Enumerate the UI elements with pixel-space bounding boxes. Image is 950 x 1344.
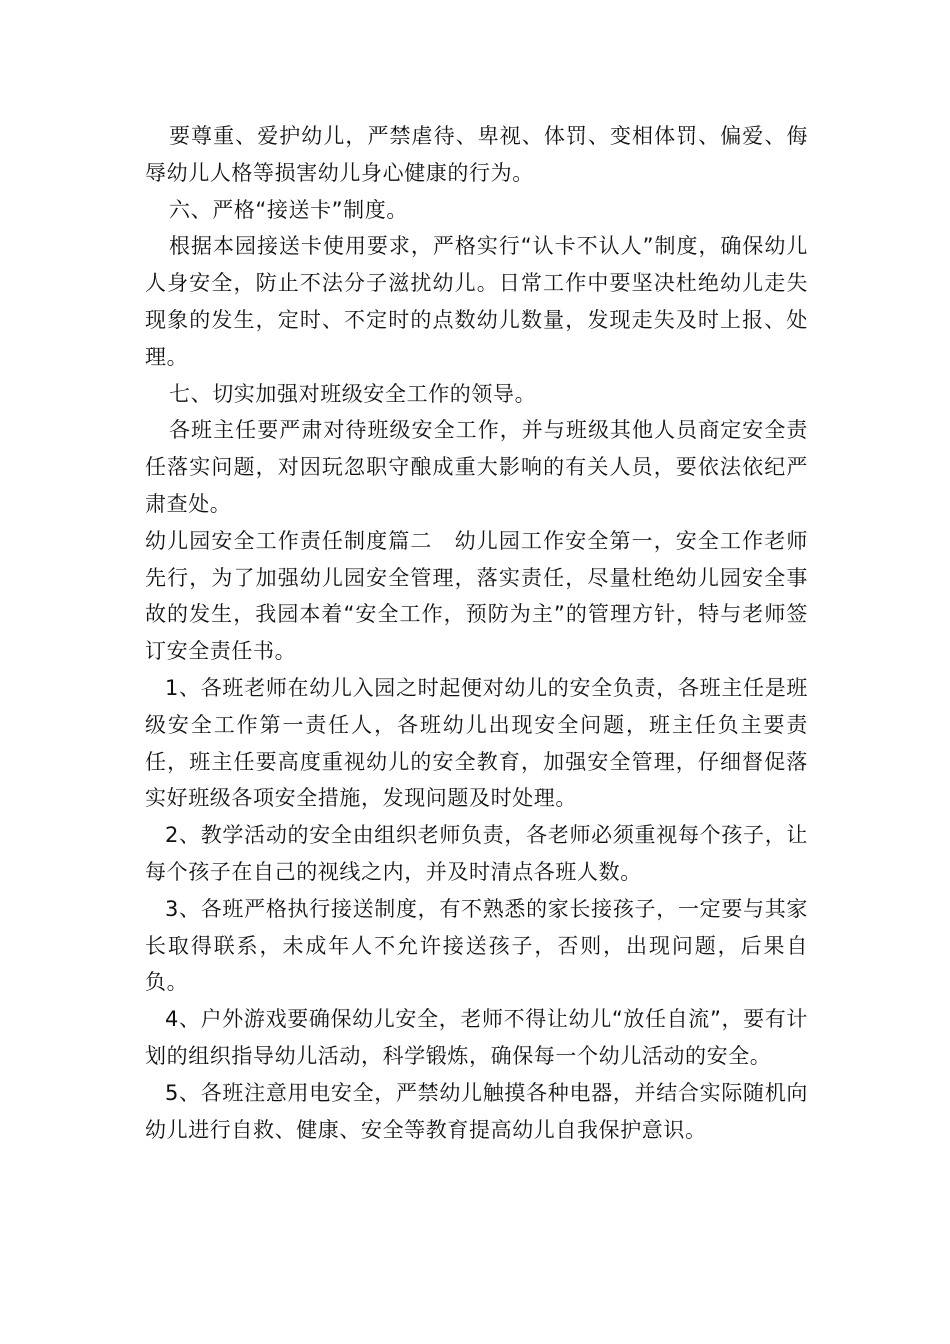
paragraph-section-two-intro: 幼儿园安全工作责任制度篇二 幼儿园工作安全第一，安全工作老师先行，为了加强幼儿园安全管理，落实责任，尽量杜绝幼儿园安全事故的发生，我园本着“安全工作，预防为主”的管理方针，特与老师签订安全责任书。: [145, 528, 808, 664]
heading-class-safety-leadership: 七、切实加强对班级安全工作的领导。: [169, 381, 537, 406]
list-item-5: 5、各班注意用电安全，严禁幼儿触摸各种电器，并结合实际随机向幼儿进行自救、健康、安全等教育提高幼儿自我保护意识。: [145, 1080, 808, 1142]
heading-pickup-card: 六、严格“接送卡”制度。: [169, 197, 408, 222]
list-item-1: 1、各班老师在幼儿入园之时起便对幼儿的安全负责，各班主任是班级安全工作第一责任人，各班幼儿出现安全问题，班主任负主要责任，班主任要高度重视幼儿的安全教育，加强安全管理，仔细督促落实好班级各项安全措施，发现问题及时处理。: [145, 675, 808, 811]
list-item-2: 2、教学活动的安全由组织老师负责，各老师必须重视每个孩子，让每个孩子在自己的视线之内，并及时清点各班人数。: [145, 823, 808, 884]
paragraph-class-safety-leadership: 各班主任要严肃对待班级安全工作，并与班级其他人员商定安全责任落实问题，对因玩忽职守酿成重大影响的有关人员，要依法依纪严肃查处。: [145, 418, 808, 516]
paragraph-pickup-card-rules: 根据本园接送卡使用要求，严格实行“认卡不认人”制度，确保幼儿人身安全，防止不法分子滋扰幼儿。日常工作中要坚决杜绝幼儿走失现象的发生，定时、不定时的点数幼儿数量，发现走失及时上报、处理。: [145, 234, 808, 369]
paragraph-respect-children: 要尊重、爱护幼儿，严禁虐待、卑视、体罚、变相体罚、偏爱、侮辱幼儿人格等损害幼儿身心健康的行为。: [145, 124, 808, 185]
list-item-4: 4、户外游戏要确保幼儿安全，老师不得让幼儿“放任自流”，要有计划的组织指导幼儿活动，科学锻炼，确保每一个幼儿活动的安全。: [145, 1007, 808, 1068]
list-item-3: 3、各班严格执行接送制度，有不熟悉的家长接孩子，一定要与其家长取得联系，未成年人不允许接送孩子，否则，出现问题，后果自负。: [145, 896, 808, 995]
document-body: [145, 118, 808, 1148]
